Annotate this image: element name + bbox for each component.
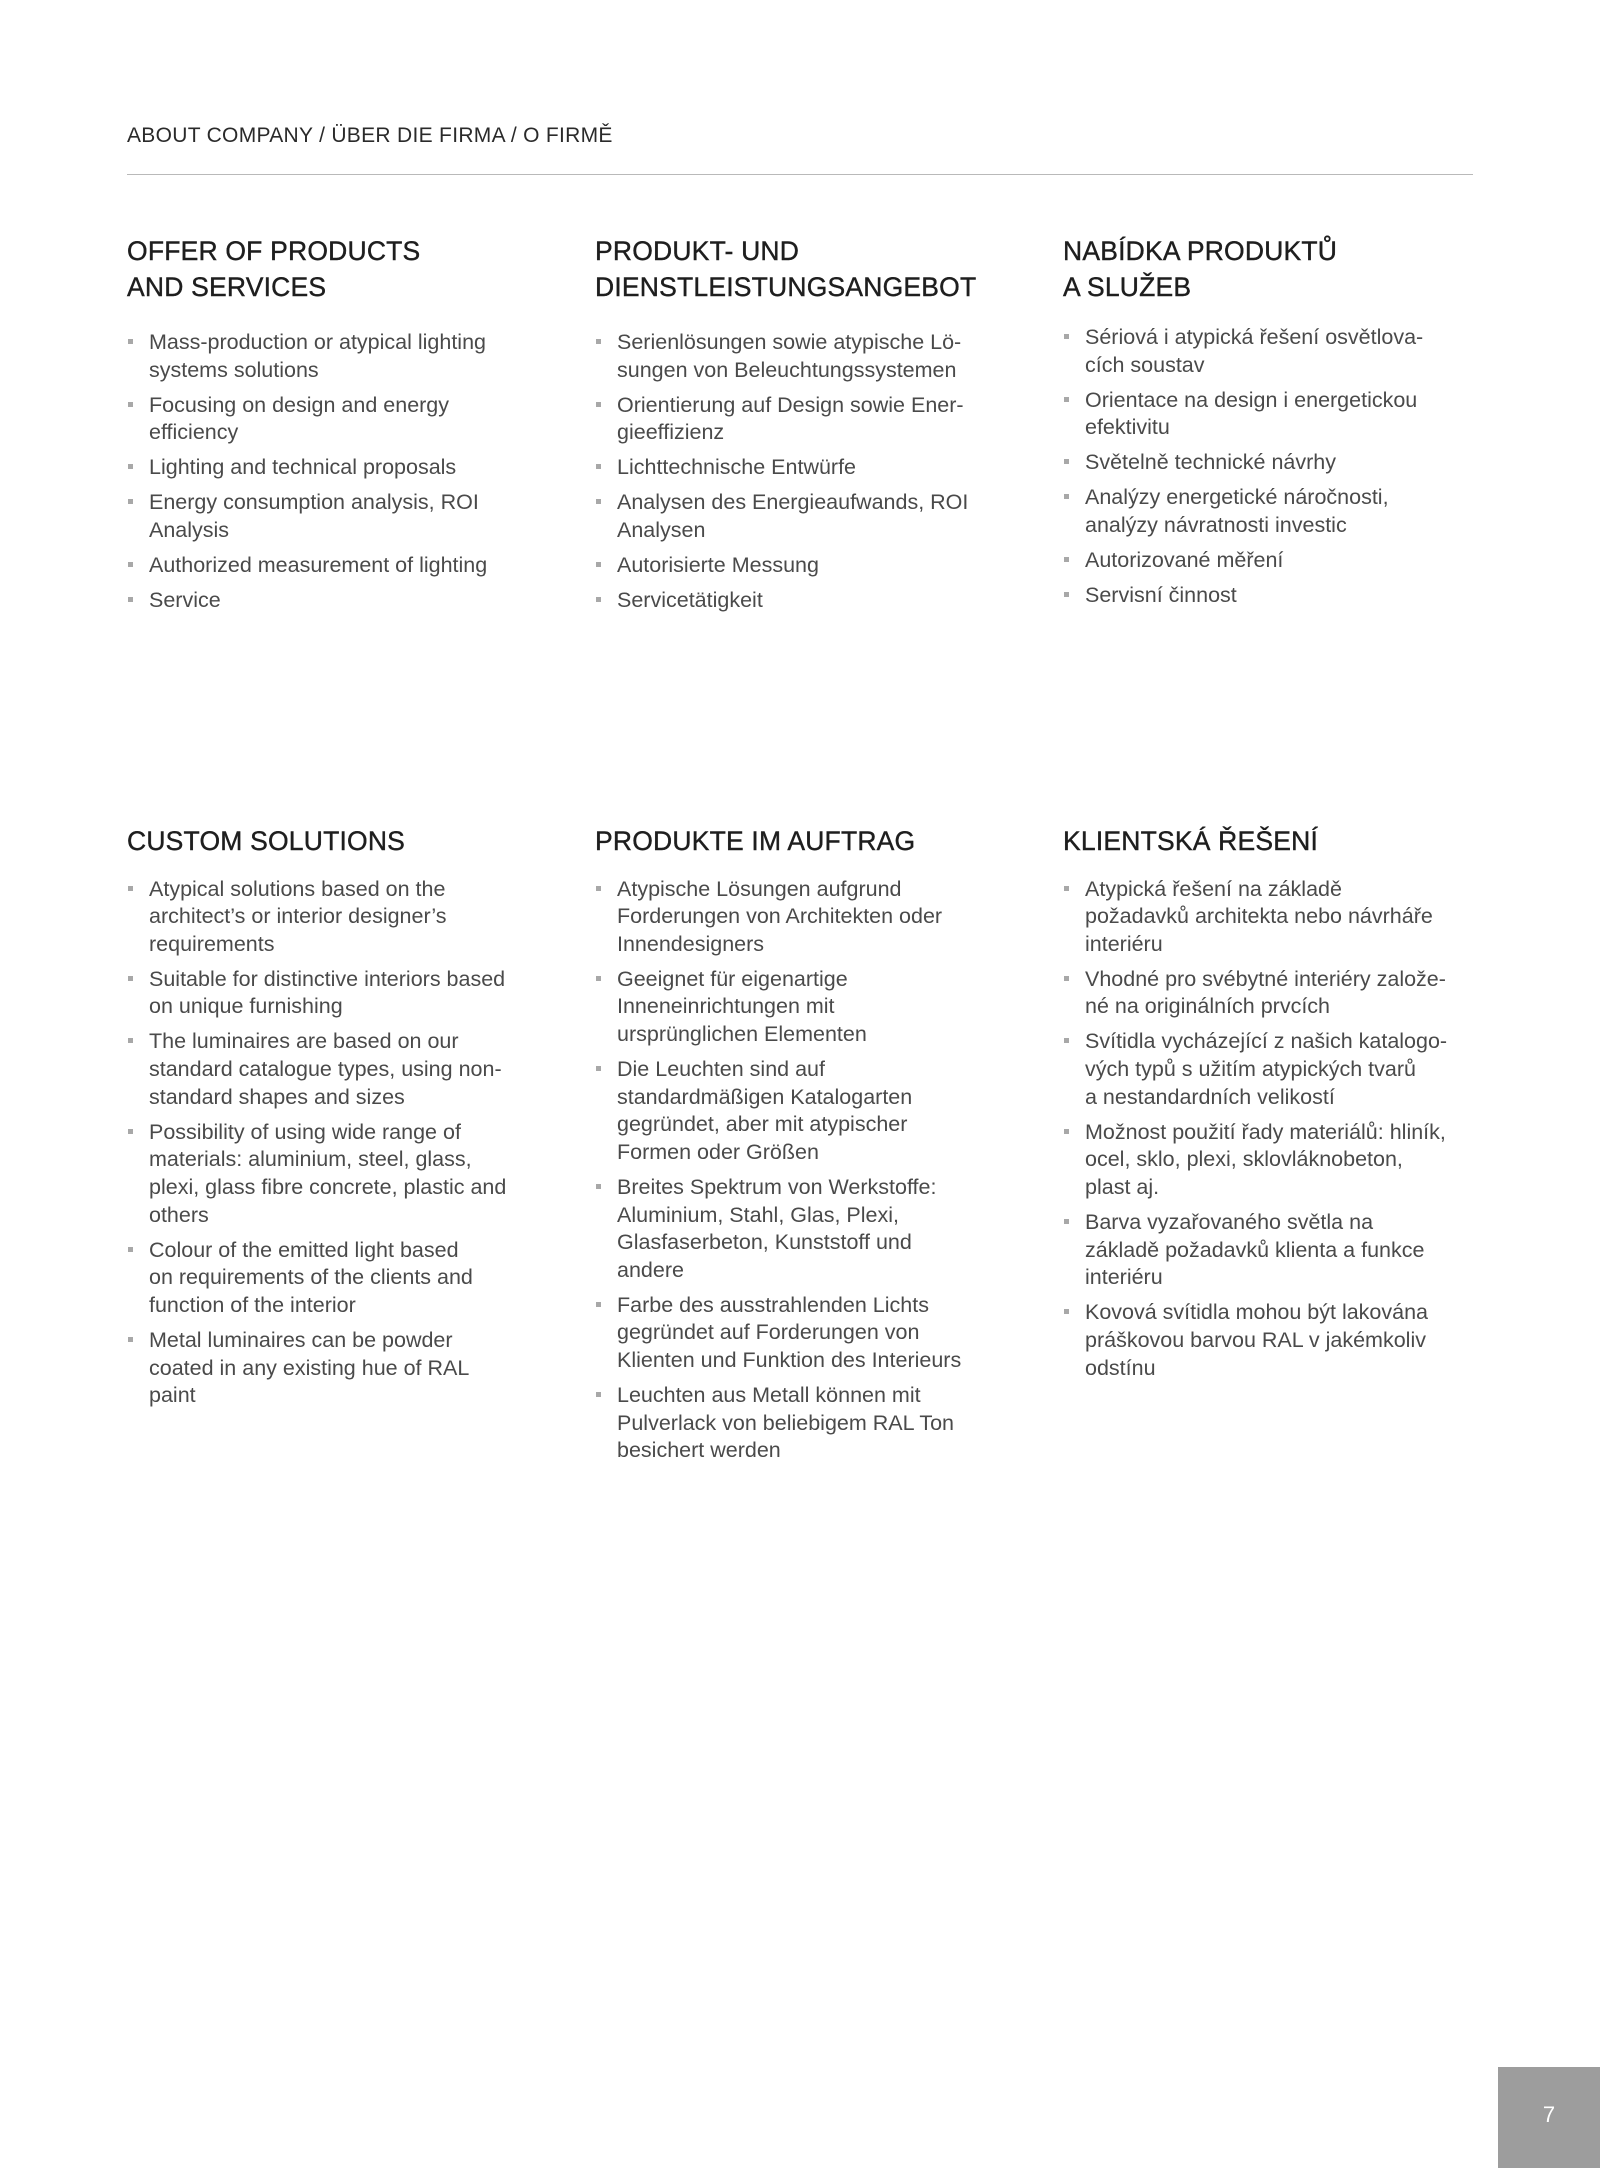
bullet-square-icon: [128, 464, 133, 469]
list-item: [127, 392, 547, 447]
list-item-text: Sériová i atypická řešení osvětlova- cích soustav: [1085, 325, 1424, 377]
list-item-text: Leuchten aus Metall können mit Pulverlack von beliebigem RAL Ton besichert werden: [617, 1383, 955, 1463]
bullet-square-icon: [128, 1247, 133, 1252]
list-item: [1063, 484, 1483, 539]
list-item: [127, 1119, 547, 1229]
bullet-square-icon: [596, 464, 601, 469]
section-offer-en: [127, 234, 547, 622]
list-item-text: Svítidla vycházející z našich katalogo- vých typů s užitím atypických tvarů a nestandardních velikostí: [1085, 1029, 1448, 1109]
bullet-square-icon: [1064, 886, 1069, 891]
bullet-square-icon: [596, 499, 601, 504]
list-item-text: Geeignet für eigenartige Inneneinrichtungen mit ursprünglichen Elementen: [617, 966, 867, 1046]
section-heading: PRODUKT- UND DIENSTLEISTUNGSANGEBOT: [595, 236, 977, 302]
page-number-box: [1498, 2067, 1600, 2168]
bullet-list: [127, 329, 547, 615]
bullet-square-icon: [596, 886, 601, 891]
list-item-text: Světelně technické návrhy: [1085, 450, 1336, 475]
bullet-square-icon: [128, 402, 133, 407]
page-number: 7: [1542, 2102, 1556, 2127]
list-item: [1063, 1028, 1483, 1111]
list-item-text: Orientace na design i energetickou efektivitu: [1085, 387, 1418, 440]
list-item: [595, 1382, 1015, 1465]
list-item-text: Atypische Lösungen aufgrund Forderungen von Architekten oder Innendesigners: [617, 876, 943, 956]
bullet-square-icon: [1064, 592, 1069, 597]
list-item-text: Autorizované měření: [1085, 548, 1284, 573]
list-item: [595, 966, 1015, 1049]
bullet-square-icon: [596, 976, 601, 981]
list-item: [1063, 876, 1483, 959]
section-heading: KLIENTSKÁ ŘEŠENÍ: [1063, 826, 1319, 856]
list-item: [127, 1327, 547, 1410]
bullet-square-icon: [1064, 557, 1069, 562]
list-item-text: Lighting and technical proposals: [149, 455, 457, 480]
list-item-text: Atypická řešení na základě požadavků architekta nebo návrháře interiéru: [1085, 876, 1433, 956]
bullet-square-icon: [596, 1302, 601, 1307]
list-item-text: Energy consumption analysis, ROI Analysis: [149, 490, 479, 543]
list-item: [595, 329, 1015, 384]
list-item: [595, 876, 1015, 959]
list-item: [595, 489, 1015, 544]
bullet-square-icon: [128, 499, 133, 504]
list-item-text: Farbe des ausstrahlenden Lichts gegründet auf Forderungen von Klienten und Funktion des Interieurs: [617, 1292, 962, 1372]
list-item: [127, 552, 547, 580]
section-heading: CUSTOM SOLUTIONS: [127, 826, 406, 856]
list-item: [127, 329, 547, 384]
list-item: [1063, 387, 1483, 442]
bullet-square-icon: [1064, 459, 1069, 464]
section-custom-en: [127, 824, 547, 1417]
list-item: [595, 1056, 1015, 1166]
list-item: [595, 1174, 1015, 1284]
bullet-square-icon: [128, 886, 133, 891]
list-item-text: Authorized measurement of lighting: [149, 553, 488, 578]
list-item: [1063, 324, 1483, 379]
bullet-list: [595, 876, 1015, 1465]
bullet-square-icon: [596, 402, 601, 407]
bullet-list: [1063, 324, 1483, 610]
list-item-text: Servicetätigkeit: [617, 588, 763, 613]
list-item-text: Analysen des Energieaufwands, ROI Analysen: [617, 490, 969, 543]
bullet-square-icon: [128, 597, 133, 602]
page-header: ABOUT COMPANY / ÜBER DIE FIRMA / O FIRMĚ: [127, 124, 613, 147]
list-item-text: Vhodné pro svébytné interiéry založe- né na originálních prvcích: [1085, 966, 1446, 1019]
section-heading: NABÍDKA PRODUKTŮ A SLUŽEB: [1063, 236, 1338, 302]
list-item-text: Die Leuchten sind auf standardmäßigen Katalogarten gegründet, aber mit atypischer Formen oder Größen: [617, 1057, 913, 1164]
list-item: [595, 1292, 1015, 1375]
bullet-square-icon: [596, 1392, 601, 1397]
section-custom-cz: [1063, 824, 1483, 1390]
bullet-square-icon: [1064, 1309, 1069, 1314]
list-item-text: Barva vyzařovaného světla na základě požadavků klienta a funkce interiéru: [1085, 1210, 1425, 1290]
list-item-text: The luminaires are based on our standard catalogue types, using non- standard shapes and sizes: [149, 1029, 502, 1109]
bullet-square-icon: [1064, 494, 1069, 499]
bullet-list: [127, 876, 547, 1410]
list-item-text: Mass-production or atypical lighting systems solutions: [149, 330, 486, 382]
list-item: [1063, 1119, 1483, 1202]
list-item-text: Lichttechnische Entwürfe: [617, 455, 857, 480]
list-item: [127, 489, 547, 544]
list-item-text: Metal luminaires can be powder coated in any existing hue of RAL paint: [149, 1327, 470, 1408]
list-item-text: Service: [149, 588, 221, 613]
bullet-square-icon: [128, 562, 133, 567]
bullet-square-icon: [1064, 1038, 1069, 1043]
section-heading: OFFER OF PRODUCTS AND SERVICES: [127, 236, 421, 302]
list-item-text: Colour of the emitted light based on requirements of the clients and function of the interior: [149, 1237, 473, 1317]
bullet-square-icon: [1064, 397, 1069, 402]
bullet-square-icon: [596, 1066, 601, 1071]
bullet-square-icon: [1064, 1219, 1069, 1224]
list-item: [127, 1028, 547, 1111]
list-item-text: Suitable for distinctive interiors based on unique furnishing: [149, 966, 506, 1019]
list-item-text: Serienlösungen sowie atypische Lö- sungen von Beleuchtungssystemen: [617, 330, 962, 382]
bullet-square-icon: [596, 339, 601, 344]
list-item-text: Kovová svítidla mohou být lakována práškovou barvou RAL v jakémkoliv odstínu: [1085, 1300, 1429, 1380]
list-item-text: Servisní činnost: [1085, 583, 1237, 608]
list-item: [1063, 1299, 1483, 1382]
bullet-square-icon: [128, 976, 133, 981]
bullet-square-icon: [128, 339, 133, 344]
list-item: [595, 454, 1015, 482]
list-item-text: Possibility of using wide range of materials: aluminium, steel, glass, plexi, glass fibre concrete, plastic and others: [149, 1119, 507, 1227]
list-item: [595, 392, 1015, 447]
list-item: [127, 587, 547, 615]
list-item: [127, 876, 547, 959]
bullet-list: [595, 329, 1015, 615]
list-item: [127, 966, 547, 1021]
list-item: [127, 454, 547, 482]
bullet-square-icon: [596, 1184, 601, 1189]
list-item: [1063, 966, 1483, 1021]
bullet-square-icon: [596, 562, 601, 567]
bullet-list: [1063, 876, 1483, 1383]
list-item-text: Breites Spektrum von Werkstoffe: Aluminium, Stahl, Glas, Plexi, Glasfaserbeton, Kunststoff und andere: [617, 1174, 937, 1282]
list-item: [1063, 449, 1483, 477]
bullet-square-icon: [1064, 976, 1069, 981]
bullet-square-icon: [596, 597, 601, 602]
list-item-text: Možnost použití řady materiálů: hliník, ocel, sklo, plexi, sklovláknobeton, plast aj.: [1085, 1119, 1446, 1199]
bullet-square-icon: [128, 1038, 133, 1043]
list-item-text: Atypical solutions based on the architect’s or interior designer’s requirements: [149, 876, 447, 956]
bullet-square-icon: [128, 1129, 133, 1134]
section-offer-cz: [1063, 234, 1483, 617]
bullet-square-icon: [1064, 334, 1069, 339]
list-item-text: Focusing on design and energy efficiency: [149, 392, 450, 445]
list-item: [595, 587, 1015, 615]
list-item: [595, 552, 1015, 580]
bullet-square-icon: [1064, 1129, 1069, 1134]
bullet-square-icon: [128, 1337, 133, 1342]
list-item-text: Autorisierte Messung: [617, 553, 819, 578]
list-item: [1063, 582, 1483, 610]
list-item-text: Orientierung auf Design sowie Ener- gieeffizienz: [617, 392, 964, 445]
section-custom-de: [595, 824, 1015, 1472]
section-offer-de: [595, 234, 1015, 622]
list-item-text: Analýzy energetické náročnosti, analýzy návratnosti investic: [1085, 485, 1389, 538]
list-item: [127, 1237, 547, 1320]
list-item: [1063, 547, 1483, 575]
header-divider: [127, 174, 1473, 175]
section-heading: PRODUKTE IM AUFTRAG: [595, 826, 916, 856]
list-item: [1063, 1209, 1483, 1292]
